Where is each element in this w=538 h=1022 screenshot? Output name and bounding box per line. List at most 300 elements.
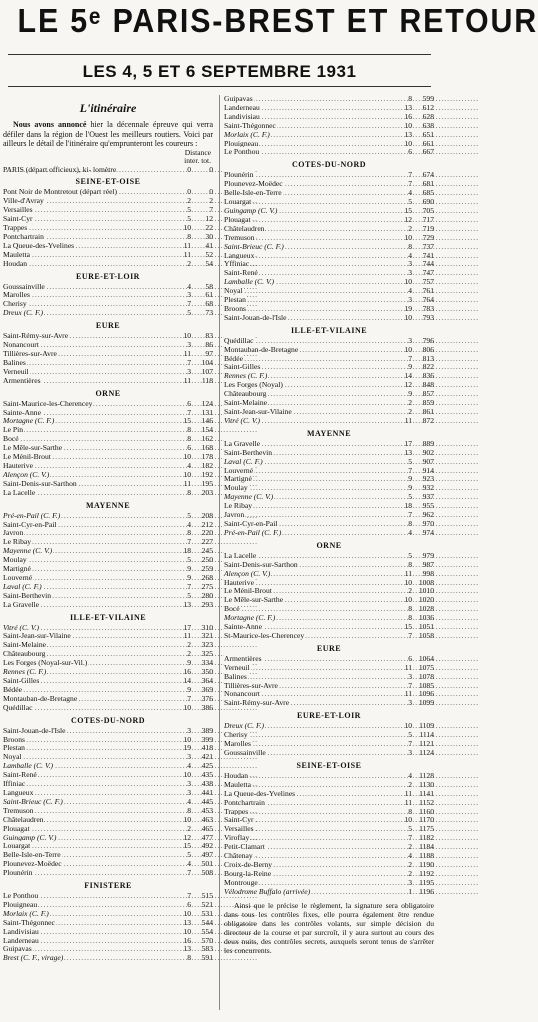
distance-inter: 8 bbox=[408, 518, 412, 528]
distance-inter: 2 bbox=[187, 823, 191, 833]
distance-inter: 9 bbox=[187, 572, 191, 582]
distance-inter: 9 bbox=[408, 474, 412, 484]
left-column bbox=[3, 95, 213, 963]
place-name: Guingamp (C. V.) ..... bbox=[3, 834, 175, 843]
distance-total: 154 bbox=[201, 425, 213, 435]
distance-total: 1128 bbox=[419, 770, 434, 780]
distance-inter: 4 bbox=[408, 188, 412, 198]
distance-total: 813 bbox=[422, 353, 434, 363]
distance-total: 531 bbox=[201, 908, 213, 918]
distance-inter: 10 bbox=[404, 138, 412, 148]
place-name: Versailles ..... bbox=[3, 206, 175, 215]
place-name: Mortagne (C. F.) ..... bbox=[224, 614, 396, 623]
place-name: Saint-Jouan-de-l'Isle ..... bbox=[3, 727, 175, 736]
distance-total: 848 bbox=[422, 380, 434, 390]
distance-total: 806 bbox=[422, 344, 434, 354]
place-name: Iffiniac ..... bbox=[3, 780, 175, 789]
distance-inter: 7 bbox=[408, 630, 412, 640]
distance-total: 203 bbox=[201, 487, 213, 497]
place-name: Guipavas ..... bbox=[3, 945, 175, 954]
distance-inter: 12 bbox=[404, 380, 412, 390]
distance-total: 741 bbox=[422, 250, 434, 260]
distance-total: 729 bbox=[422, 232, 434, 242]
distance-inter: 8 bbox=[187, 434, 191, 444]
distance-inter: 11 bbox=[404, 797, 412, 807]
place-name: Belle-Isle-en-Terre ..... bbox=[3, 851, 175, 860]
distance-inter: 5 bbox=[408, 550, 412, 560]
distance-inter: 14 bbox=[404, 371, 412, 381]
distance-total: 22 bbox=[205, 223, 213, 233]
distance-total: 717 bbox=[422, 214, 434, 224]
distance-total: 955 bbox=[422, 501, 434, 511]
place-name: Les Forges (Noyal-sur-Vil.) ..... bbox=[3, 659, 175, 668]
distance-inter: 18 bbox=[183, 546, 191, 556]
distance-inter: 2 bbox=[408, 859, 412, 869]
headline: LE 5ᵉ PARIS-BREST ET RETOUR bbox=[17, 2, 538, 39]
place-name: Saint-Cyr-en-Pail ..... bbox=[224, 520, 396, 529]
place-name: Châtelaudren ..... bbox=[3, 816, 175, 825]
distance-total: 61 bbox=[205, 290, 213, 300]
distance-inter: 11 bbox=[183, 478, 191, 488]
distance-inter: 3 bbox=[408, 268, 412, 278]
distance-inter: 7 bbox=[187, 581, 191, 591]
distance-inter: 11 bbox=[404, 662, 412, 672]
distance-total: 435 bbox=[201, 770, 213, 780]
distance-inter: 9 bbox=[187, 658, 191, 668]
distance-inter: 7 bbox=[187, 357, 191, 367]
distance-total: 628 bbox=[422, 111, 434, 121]
distance-inter: 10 bbox=[183, 331, 191, 341]
distance-inter: 6 bbox=[187, 398, 191, 408]
place-name: Montauban-de-Bretagne ..... bbox=[224, 346, 396, 355]
table-row bbox=[3, 309, 213, 318]
distance-inter: 3 bbox=[187, 340, 191, 350]
distance-total: 1121 bbox=[419, 739, 434, 749]
distance-total: 570 bbox=[201, 935, 213, 945]
distance-inter: 5 bbox=[187, 308, 191, 318]
distance-inter: 9 bbox=[408, 362, 412, 372]
place-name: Saint-Denis-sur-Sarthon ..... bbox=[3, 480, 175, 489]
distance-total: 7 bbox=[209, 205, 213, 215]
distance-inter: 11 bbox=[183, 631, 191, 641]
distance-inter: 2 bbox=[408, 868, 412, 878]
distance-total: 212 bbox=[201, 519, 213, 529]
table-row bbox=[224, 529, 434, 538]
distance-inter: 6 bbox=[408, 147, 412, 157]
place-name: Armentières ..... bbox=[224, 655, 396, 664]
section-title: L'itinéraire bbox=[79, 101, 137, 115]
place-name: Cherisy ..... bbox=[224, 731, 396, 740]
place-name: Laval (C. F.) ..... bbox=[224, 458, 396, 467]
distance-inter: 6 bbox=[187, 899, 191, 909]
distance-inter: 11 bbox=[183, 240, 191, 250]
distance-inter: 9 bbox=[408, 389, 412, 399]
place-name: Saint-Thégonnec ..... bbox=[3, 919, 175, 928]
distance-total: 998 bbox=[422, 568, 434, 578]
distance-inter: 2 bbox=[408, 779, 412, 789]
distance-total: 1010 bbox=[418, 586, 434, 596]
place-name: Plestan ..... bbox=[3, 744, 175, 753]
distance-total: 1096 bbox=[418, 689, 434, 699]
distance-total: 118 bbox=[201, 375, 213, 385]
distance-total: 764 bbox=[422, 295, 434, 305]
place-name: Lamballe (C. V.) ..... bbox=[224, 278, 396, 287]
place-name: Martigné ..... bbox=[224, 475, 396, 484]
table-row bbox=[3, 954, 213, 963]
distance-inter: 12 bbox=[404, 214, 412, 224]
place-name: Alençon (C. V.) ..... bbox=[224, 570, 396, 579]
distance-total: 0 bbox=[209, 187, 213, 197]
distance-total: 1036 bbox=[418, 613, 434, 623]
place-name: Saint-Thégonnec ..... bbox=[224, 122, 396, 131]
distance-inter: 10 bbox=[183, 770, 191, 780]
distance-total: 2 bbox=[209, 196, 213, 206]
distance-inter: 7 bbox=[408, 353, 412, 363]
distance-inter: 10 bbox=[404, 344, 412, 354]
distance-inter: 4 bbox=[408, 286, 412, 296]
distance-inter: 3 bbox=[187, 366, 191, 376]
distance-total: 477 bbox=[201, 832, 213, 842]
distance-total: 1075 bbox=[418, 662, 434, 672]
distance-inter: 9 bbox=[187, 564, 191, 574]
place-name: Pontchartrain ..... bbox=[3, 233, 175, 242]
distance-inter: 8 bbox=[187, 487, 191, 497]
distance-inter: 11 bbox=[404, 689, 412, 699]
distance-total: 41 bbox=[205, 240, 213, 250]
distance-inter: 13 bbox=[183, 599, 191, 609]
distance-total: 73 bbox=[205, 308, 213, 318]
place-name: Saint-Cyr ..... bbox=[3, 215, 175, 224]
distance-total: 859 bbox=[422, 398, 434, 408]
distance-total: 463 bbox=[201, 814, 213, 824]
distance-total: 399 bbox=[201, 734, 213, 744]
table-row bbox=[224, 749, 434, 758]
place-name: Saint-Jean-sur-Vilaine ..... bbox=[3, 632, 175, 641]
distance-inter: 12 bbox=[183, 832, 191, 842]
distance-total: 1058 bbox=[418, 630, 434, 640]
distance-inter: 7 bbox=[408, 739, 412, 749]
distance-total: 418 bbox=[201, 743, 213, 753]
distance-total: 974 bbox=[422, 527, 434, 537]
place-name: Tillières-sur-Avre ..... bbox=[3, 350, 175, 359]
distance-inter: 15 bbox=[183, 416, 191, 426]
place-name: Saint-Cyr-en-Pail ..... bbox=[3, 521, 175, 530]
distance-inter: 3 bbox=[187, 779, 191, 789]
distance-inter: 4 bbox=[187, 519, 191, 529]
place-name: Pré-en-Pail (C. F.) ..... bbox=[3, 512, 175, 521]
place-name: Mortagne (C. F.) ..... bbox=[3, 417, 175, 426]
place-name: Vitré (C. V.) ..... bbox=[3, 624, 175, 633]
distance-inter: 5 bbox=[187, 850, 191, 860]
place-name: Saint-Maurice-les-Cherencey ..... bbox=[3, 400, 175, 409]
place-name: Marolles ..... bbox=[224, 740, 396, 749]
place-name: Mayenne (C. V.) ..... bbox=[3, 547, 175, 556]
place-name: Landerneau ..... bbox=[3, 937, 175, 946]
place-name: Saint-Berthevin ..... bbox=[224, 449, 396, 458]
distance-inter: 3 bbox=[408, 295, 412, 305]
distance-total: 162 bbox=[201, 434, 213, 444]
distance-inter: 3 bbox=[408, 877, 412, 887]
distance-total: 1020 bbox=[418, 595, 434, 605]
distance-total: 1064 bbox=[418, 653, 434, 663]
distance-inter: 5 bbox=[408, 197, 412, 207]
distance-inter: 8 bbox=[408, 604, 412, 614]
distance-total: 651 bbox=[422, 129, 434, 139]
distance-total: 124 bbox=[201, 398, 213, 408]
distance-total: 376 bbox=[201, 693, 213, 703]
place-name: Le Pin ..... bbox=[3, 426, 175, 435]
place-name: Nonancourt ..... bbox=[3, 341, 175, 350]
distance-inter: 8 bbox=[187, 953, 191, 963]
distance-inter: 0 bbox=[187, 187, 191, 197]
place-name: Le Ponthou ..... bbox=[3, 892, 175, 901]
distance-inter: 5 bbox=[187, 510, 191, 520]
distance-inter: 10 bbox=[183, 469, 191, 479]
distance-inter: 13 bbox=[404, 447, 412, 457]
distance-inter: 3 bbox=[408, 671, 412, 681]
distance-inter: 6 bbox=[187, 443, 191, 453]
place-name: Verneuil ..... bbox=[224, 664, 396, 673]
distance-inter: 11 bbox=[183, 375, 191, 385]
distance-inter: 8 bbox=[408, 613, 412, 623]
distance-inter: 10 bbox=[183, 702, 191, 712]
distance-inter: 8 bbox=[408, 559, 412, 569]
distance-total: 1109 bbox=[419, 721, 434, 731]
distance-inter: 5 bbox=[187, 590, 191, 600]
place-name: Pont Noir de Montretout (départ réel) ..... bbox=[3, 188, 175, 197]
place-name: Landerneau ..... bbox=[224, 104, 396, 113]
place-name: Javron ..... bbox=[224, 511, 396, 520]
place-name: Rennes (C. F.) ..... bbox=[224, 372, 396, 381]
distance-inter: 2 bbox=[187, 640, 191, 650]
distance-inter: 10 bbox=[183, 926, 191, 936]
distance-inter: 7 bbox=[408, 170, 412, 180]
region-heading: EURE bbox=[95, 321, 121, 331]
place-name: Le Ribay ..... bbox=[224, 502, 396, 511]
distance-inter: 7 bbox=[187, 693, 191, 703]
distance-inter: 16 bbox=[183, 667, 191, 677]
distance-inter: 4 bbox=[187, 460, 191, 470]
distance-total: 369 bbox=[201, 684, 213, 694]
place-name: Plouagat ..... bbox=[3, 825, 175, 834]
distance-inter: 8 bbox=[187, 425, 191, 435]
distance-inter: 10 bbox=[404, 577, 412, 587]
distance-total: 250 bbox=[201, 555, 213, 565]
distance-total: 245 bbox=[201, 546, 213, 556]
region-heading: COTES-DU-NORD bbox=[291, 160, 367, 170]
place-name: Moulay ..... bbox=[224, 484, 396, 493]
distance-inter: 17 bbox=[404, 438, 412, 448]
distance-total: 1196 bbox=[419, 886, 434, 896]
distance-total: 1152 bbox=[419, 797, 434, 807]
place-name: Plouigneau ..... bbox=[224, 140, 396, 149]
table-row bbox=[3, 869, 213, 878]
place-name: Le Mêle-sur-Sarthe ..... bbox=[3, 444, 175, 453]
distance-total: 275 bbox=[201, 581, 213, 591]
distance-inter: 4 bbox=[408, 250, 412, 260]
distance-inter: 15 bbox=[183, 841, 191, 851]
distance-inter: 11 bbox=[183, 349, 191, 358]
place-name: Langueux ..... bbox=[3, 789, 175, 798]
distance-inter: 7 bbox=[187, 868, 191, 878]
distance-total: 334 bbox=[201, 658, 213, 668]
place-name: Bocé ..... bbox=[3, 435, 175, 444]
subheadline: LES 4, 5 ET 6 SEPTEMBRE 1931 bbox=[82, 62, 357, 81]
distance-inter: 10 bbox=[404, 120, 412, 130]
distance-inter: 11 bbox=[404, 788, 412, 798]
distance-total: 293 bbox=[201, 599, 213, 609]
place-name: Montrouge ..... bbox=[224, 879, 396, 888]
place-name: Saint-Cyr ..... bbox=[224, 816, 396, 825]
place-name: Le Ponthou ..... bbox=[224, 148, 396, 157]
region-heading: MAYENNE bbox=[85, 500, 131, 510]
distance-inter: 2 bbox=[408, 407, 412, 416]
distance-total: 465 bbox=[201, 823, 213, 833]
distance-inter: 7 bbox=[187, 407, 191, 417]
place-name: Châteaubourg ..... bbox=[224, 390, 396, 399]
distance-total: 386 bbox=[201, 702, 213, 712]
place-name: Viroflay ..... bbox=[224, 834, 396, 843]
place-name: Saint-René ..... bbox=[3, 771, 175, 780]
distance-total: 591 bbox=[201, 953, 213, 963]
place-name: Balines ..... bbox=[3, 359, 175, 368]
distance-total: 364 bbox=[201, 676, 213, 685]
place-name: Louargat ..... bbox=[3, 842, 175, 851]
distance-total: 667 bbox=[422, 147, 434, 157]
distance-inter: 9 bbox=[187, 684, 191, 694]
distance-total: 793 bbox=[422, 312, 434, 322]
place-name: St-Maurice-les-Cherencey ..... bbox=[224, 632, 396, 641]
distance-total: 638 bbox=[422, 120, 434, 130]
place-name: Quédillac ..... bbox=[224, 337, 396, 346]
place-name: Guingamp (C. V.) ..... bbox=[224, 207, 396, 216]
distance-total: 492 bbox=[201, 841, 213, 851]
distance-total: 962 bbox=[422, 510, 434, 520]
distance-inter: 7 bbox=[408, 680, 412, 690]
distance-total: 104 bbox=[201, 357, 213, 367]
distance-inter: 1 bbox=[408, 886, 412, 896]
distance-inter: 19 bbox=[183, 743, 191, 753]
distance-inter: 10 bbox=[183, 734, 191, 744]
distance-total: 521 bbox=[201, 899, 213, 909]
place-name: Noyal ..... bbox=[224, 287, 396, 296]
distance-inter: 7 bbox=[187, 891, 191, 901]
region-heading: SEINE-ET-OISE bbox=[75, 177, 141, 187]
distance-inter: 5 bbox=[408, 824, 412, 834]
place-name: Plestan ..... bbox=[224, 296, 396, 305]
divider bbox=[8, 86, 431, 87]
place-name: Laval (C. F.) ..... bbox=[3, 583, 175, 592]
distance-total: 178 bbox=[201, 452, 213, 462]
distance-total: 987 bbox=[422, 559, 434, 569]
distance-inter: 10 bbox=[404, 815, 412, 825]
distance-inter: 3 bbox=[408, 748, 412, 757]
distance-total: 497 bbox=[201, 850, 213, 860]
distance-inter: 10 bbox=[183, 452, 191, 462]
place-name: La Lacelle ..... bbox=[3, 489, 175, 498]
distance-total: 259 bbox=[201, 564, 213, 574]
distance-inter: 13 bbox=[183, 944, 191, 954]
distance-total: 690 bbox=[422, 197, 434, 207]
place-name: Saint-René ..... bbox=[224, 269, 396, 278]
table-row bbox=[224, 632, 434, 641]
place-name: Sainte-Anne ..... bbox=[224, 623, 396, 632]
place-name: Petit-Clamart ..... bbox=[224, 843, 396, 852]
distance-total: 508 bbox=[201, 868, 213, 878]
distance-inter: 8 bbox=[408, 94, 412, 103]
place-name: Le Ménil-Brout ..... bbox=[224, 587, 396, 596]
distance-total: 12 bbox=[205, 214, 213, 224]
place-name: Bourg-la-Reine ..... bbox=[224, 870, 396, 879]
distance-total: 220 bbox=[201, 528, 213, 538]
distance-total: 107 bbox=[201, 366, 213, 376]
intro-paragraph: Nous avons annoncé hier la décennale épreuve qui verra défiler dans la région de l'Ouest les meilleurs routiers. Voici par ailleurs le détail de l'itinéraire qu'emprunteront les coureurs : bbox=[3, 120, 214, 148]
place-name: Saint-Brieuc (C. F.) ..... bbox=[224, 243, 396, 252]
region-heading: COTES-DU-NORD bbox=[70, 715, 146, 725]
distance-total: 1124 bbox=[419, 748, 434, 757]
distance-inter: 7 bbox=[187, 299, 191, 309]
distance-total: 1184 bbox=[419, 842, 434, 852]
place-name: Saint-Gilles ..... bbox=[224, 363, 396, 372]
distance-inter: 7 bbox=[408, 510, 412, 520]
region-heading: MAYENNE bbox=[306, 428, 352, 438]
distance-total: 1188 bbox=[419, 851, 434, 861]
distance-inter: 8 bbox=[408, 241, 412, 251]
place-name: Moulay ..... bbox=[3, 556, 175, 565]
distance-inter: 8 bbox=[187, 231, 191, 241]
distance-inter: 7 bbox=[408, 465, 412, 475]
place-name: Châteaubourg ..... bbox=[3, 650, 175, 659]
distance-total: 937 bbox=[422, 492, 434, 502]
distance-total: 268 bbox=[201, 572, 213, 582]
place-name: Plouigneau ..... bbox=[3, 901, 175, 910]
region-heading: EURE-ET-LOIR bbox=[297, 711, 361, 721]
distance-total: 83 bbox=[205, 331, 213, 341]
place-name: Broons ..... bbox=[3, 736, 175, 745]
place-name: Châtelaudren ..... bbox=[224, 225, 396, 234]
distance-total: 1192 bbox=[419, 868, 434, 878]
place-name: Morlaix (C. F.) ..... bbox=[3, 910, 175, 919]
place-name: Mauletta ..... bbox=[224, 781, 396, 790]
distance-inter: 2 bbox=[408, 842, 412, 852]
distance-inter: 4 bbox=[187, 859, 191, 869]
place-name: Bédée ..... bbox=[3, 686, 175, 695]
distance-inter: 8 bbox=[408, 806, 412, 816]
distance-total: 612 bbox=[422, 102, 434, 112]
distance-inter: 9 bbox=[408, 483, 412, 493]
place-name: Saint-Berthevin ..... bbox=[3, 592, 175, 601]
place-name: Morlaix (C. F.) ..... bbox=[224, 131, 396, 140]
distance-total: 425 bbox=[201, 761, 213, 771]
place-name: Trappes ..... bbox=[3, 224, 175, 233]
distance-total: 453 bbox=[201, 805, 213, 815]
distance-inter: 3 bbox=[187, 787, 191, 797]
distance-inter: 10 bbox=[183, 908, 191, 918]
distance-total: 970 bbox=[422, 518, 434, 528]
distance-inter: 5 bbox=[408, 492, 412, 502]
distance-total: 681 bbox=[422, 179, 434, 189]
distance-inter: 5 bbox=[408, 456, 412, 466]
place-name: Nonancourt ..... bbox=[224, 690, 396, 699]
distance-inter: 4 bbox=[408, 770, 412, 780]
table-row bbox=[224, 148, 434, 157]
region-heading: FINISTERE bbox=[84, 881, 132, 891]
place-name: Versailles ..... bbox=[224, 825, 396, 834]
distance-total: 1170 bbox=[419, 815, 434, 825]
distance-total: 54 bbox=[205, 258, 213, 268]
distance-inter: 13 bbox=[404, 129, 412, 139]
distance-total: 544 bbox=[201, 917, 213, 927]
